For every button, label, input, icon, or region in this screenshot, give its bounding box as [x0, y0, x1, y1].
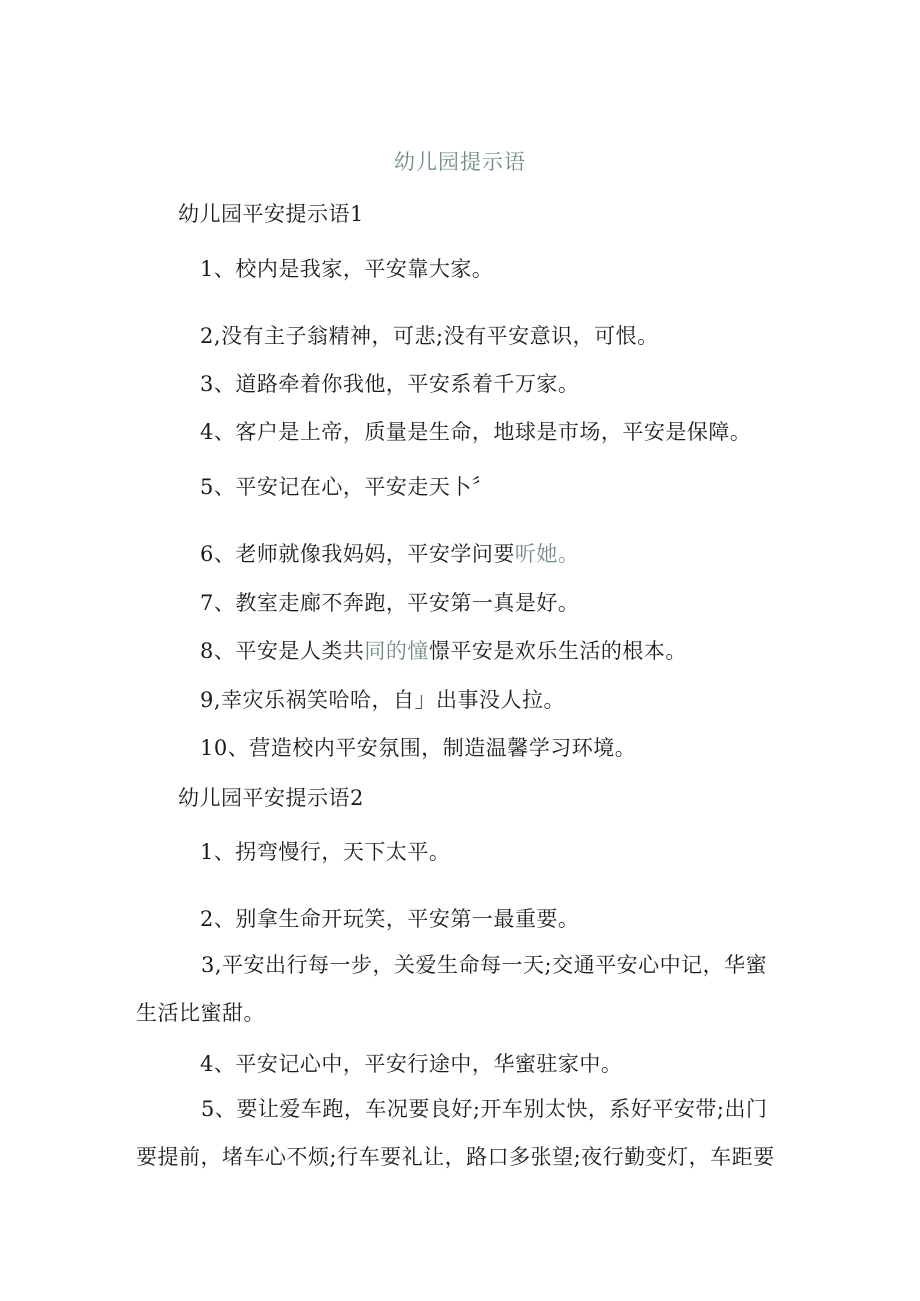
list-item-text: 8、平安是人类共: [200, 639, 365, 663]
section-heading-2: 幼儿园平安提示语2: [178, 786, 364, 810]
highlighted-text: 同的憧: [364, 639, 429, 663]
document-title: 幼儿园提示语: [394, 150, 526, 174]
list-item: 10、营造校内平安氛围，制造温馨学习环境。: [200, 736, 637, 760]
highlighted-text: 听她。: [514, 542, 580, 566]
list-item: 4、客户是上帝，质量是生命，地球是市场，平安是保障。: [200, 420, 752, 444]
list-item: 1、校内是我家，平安靠大家。: [200, 257, 494, 281]
paragraph-item: 5、要让爱车跑，车况要良好;开车别太快，系好平安带;出门要提前，堵车心不烦;行车要礼让，路口多张望;夜行勤变灯，车距要: [136, 1097, 775, 1169]
section-heading-1: 幼儿园平安提示语1: [178, 202, 364, 226]
list-item: 3、道路牵着你我他，平安系着千万家。: [200, 372, 580, 396]
list-item: 2,没有主子翁精神，可悲;没有平安意识，可恨。: [200, 324, 659, 348]
list-item: 9,幸灾乐祸笑哈哈，自」出事没人拉。: [200, 688, 566, 712]
list-item: 5、平安记在心，平安走天卜〞: [200, 475, 494, 499]
list-item: [200, 635, 687, 665]
paragraph-item: 3,平安出行每一步，关爱生命每一天;交通平安心中记，华蜜生活比蜜甜。: [136, 953, 768, 1025]
list-item: [200, 538, 579, 568]
list-item: 4、平安记心中，平安行途中，华蜜驻家中。: [200, 1052, 623, 1076]
list-item: 1、拐弯慢行，天下太平。: [200, 840, 451, 864]
list-item-text: 憬平安是欢乐生活的根本。: [428, 639, 687, 663]
list-item: 2、别拿生命开玩笑，平安第一最重要。: [200, 907, 580, 931]
list-item-text: 6、老师就像我妈妈，平安学问要: [200, 542, 515, 566]
list-item: 7、教室走廊不奔跑，平安第一真是好。: [200, 591, 580, 615]
